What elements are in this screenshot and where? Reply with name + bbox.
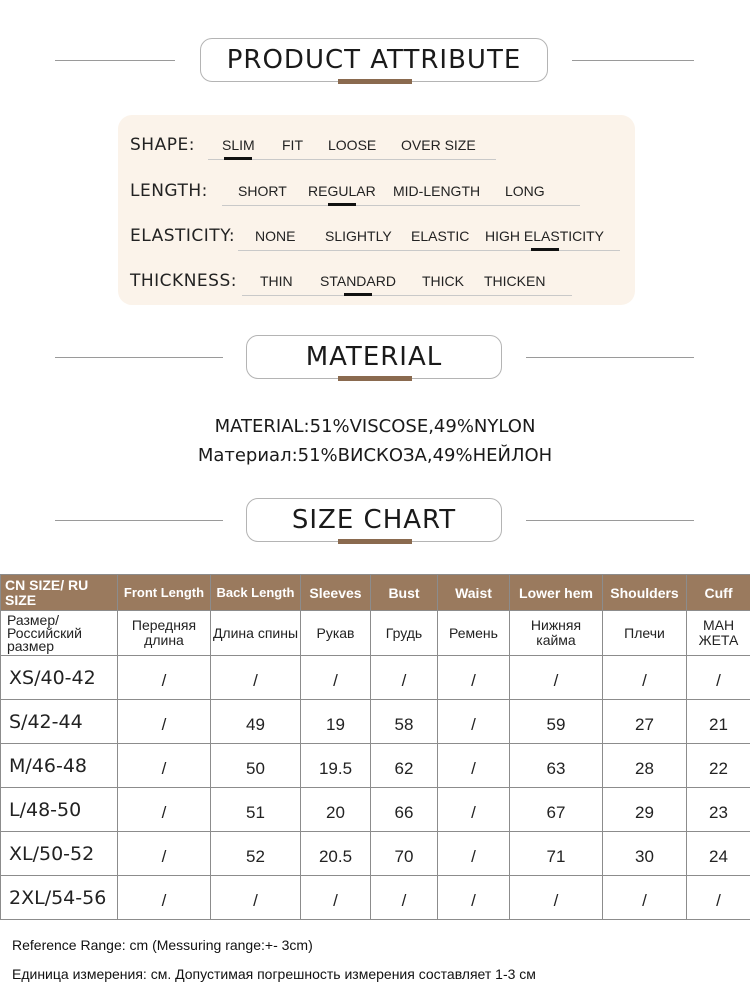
divider-right — [572, 60, 694, 61]
table-cell: / — [118, 700, 211, 744]
table-cell: / — [301, 876, 371, 920]
column-header: Sleeves — [301, 575, 371, 611]
attribute-option: THIN — [260, 273, 293, 289]
attribute-label: LENGTH: — [130, 181, 208, 201]
table-cell: / — [438, 744, 510, 788]
table-cell: / — [687, 656, 750, 700]
attribute-label: ELASTICITY: — [130, 226, 236, 246]
attribute-label: SHAPE: — [130, 135, 195, 155]
row-baseline — [222, 205, 580, 206]
table-row — [1, 788, 750, 832]
table-cell: 29 — [603, 788, 687, 832]
table-cell: / — [510, 876, 603, 920]
table-cell: 51 — [211, 788, 301, 832]
attribute-option: OVER SIZE — [401, 137, 476, 153]
material-text-ru: Материал:51%ВИСКОЗА,49%НЕЙЛОН — [197, 445, 553, 466]
column-header: Waist — [438, 575, 510, 611]
table-cell: 22 — [687, 744, 750, 788]
attribute-label: THICKNESS: — [130, 271, 237, 291]
attribute-option: MID-LENGTH — [393, 183, 481, 199]
attribute-section-title: PRODUCT ATTRIBUTE — [200, 38, 548, 82]
divider-right — [526, 357, 694, 358]
column-header: Lower hem — [510, 575, 603, 611]
column-header: Shoulders — [603, 575, 687, 611]
column-header-ru: Рукав — [301, 611, 371, 656]
attribute-option: LOOSE — [328, 137, 377, 153]
size-cell: M/46-48 — [1, 744, 118, 788]
attribute-row-thickness — [118, 259, 635, 299]
material-section-header — [0, 335, 750, 385]
table-cell: 67 — [510, 788, 603, 832]
table-cell: / — [211, 656, 301, 700]
column-header-ru: Длина спины — [211, 611, 301, 656]
column-header-ru: Грудь — [371, 611, 438, 656]
table-cell: 52 — [211, 832, 301, 876]
table-cell: / — [687, 876, 750, 920]
table-cell: 28 — [603, 744, 687, 788]
table-row — [1, 876, 750, 920]
attribute-option-selected: STANDARD — [320, 273, 396, 289]
table-row — [1, 656, 750, 700]
column-header-ru: МАН ЖЕТА — [687, 611, 750, 656]
table-cell: 49 — [211, 700, 301, 744]
column-header: Cuff — [687, 575, 750, 611]
table-row — [1, 744, 750, 788]
attribute-option: SHORT — [238, 183, 287, 199]
table-header-row — [1, 575, 750, 611]
table-cell: / — [510, 656, 603, 700]
attribute-panel — [118, 115, 635, 305]
material-text-en: MATERIAL:51%VISCOSE,49%NYLON — [214, 416, 536, 437]
table-cell: / — [371, 656, 438, 700]
table-cell: 23 — [687, 788, 750, 832]
table-cell: / — [603, 656, 687, 700]
table-cell: / — [118, 876, 211, 920]
table-cell: 19.5 — [301, 744, 371, 788]
divider-right — [526, 520, 694, 521]
attribute-option: THICKEN — [484, 273, 546, 289]
table-cell: 20 — [301, 788, 371, 832]
table-cell: / — [301, 656, 371, 700]
table-cell: 50 — [211, 744, 301, 788]
table-cell: 20.5 — [301, 832, 371, 876]
table-cell: 66 — [371, 788, 438, 832]
table-cell: / — [118, 744, 211, 788]
size-chart-table — [0, 574, 750, 920]
table-cell: / — [371, 876, 438, 920]
column-header-ru: Размер/ Российский размер — [1, 611, 118, 656]
attribute-row-length — [118, 169, 635, 209]
divider-left — [55, 60, 175, 61]
attribute-option: LONG — [505, 183, 545, 199]
column-header: CN SIZE/ RU SIZE — [1, 575, 118, 611]
size-cell: 2XL/54-56 — [1, 876, 118, 920]
table-cell: / — [211, 876, 301, 920]
attribute-option-selected: HIGH ELASTICITY — [485, 228, 605, 244]
attribute-row-shape — [118, 123, 635, 163]
size-cell: S/42-44 — [1, 700, 118, 744]
attribute-option: NONE — [255, 228, 296, 244]
table-cell: 58 — [371, 700, 438, 744]
table-cell: 59 — [510, 700, 603, 744]
table-cell: 19 — [301, 700, 371, 744]
title-accent-bar — [338, 79, 412, 84]
table-cell: / — [118, 788, 211, 832]
table-cell: / — [438, 832, 510, 876]
table-cell: 71 — [510, 832, 603, 876]
column-header-ru: Ремень — [438, 611, 510, 656]
table-header-row-ru — [1, 611, 750, 656]
attribute-option-selected: REGULAR — [308, 183, 376, 199]
title-accent-bar — [338, 539, 412, 544]
column-header-ru: Плечи — [603, 611, 687, 656]
table-row — [1, 832, 750, 876]
attribute-option-selected: SLIM — [222, 137, 255, 153]
title-accent-bar — [338, 376, 412, 381]
size-section-header — [0, 498, 750, 548]
table-cell: / — [603, 876, 687, 920]
table-cell: 62 — [371, 744, 438, 788]
divider-left — [55, 357, 223, 358]
attribute-row-elasticity — [118, 214, 635, 254]
table-cell: 63 — [510, 744, 603, 788]
table-cell: / — [118, 832, 211, 876]
column-header-ru: Нижняя кайма — [510, 611, 603, 656]
attribute-option: THICK — [422, 273, 464, 289]
table-cell: / — [438, 656, 510, 700]
reference-range-en: Reference Range: cm (Messuring range:+- 3cm) — [12, 937, 313, 953]
row-baseline — [242, 295, 572, 296]
column-header-ru: Передняя длина — [118, 611, 211, 656]
size-cell: L/48-50 — [1, 788, 118, 832]
table-cell: 70 — [371, 832, 438, 876]
material-section-title: MATERIAL — [246, 335, 502, 379]
table-cell: / — [118, 656, 211, 700]
attribute-section-header — [0, 38, 750, 88]
divider-left — [55, 520, 223, 521]
table-cell: / — [438, 788, 510, 832]
size-section-title: SIZE CHART — [246, 498, 502, 542]
size-cell: XL/50-52 — [1, 832, 118, 876]
table-row — [1, 700, 750, 744]
column-header: Back Length — [211, 575, 301, 611]
reference-range-ru: Единица измерения: см. Допустимая погрешность измерения составляет 1-3 см — [12, 966, 536, 982]
column-header: Bust — [371, 575, 438, 611]
size-cell: XS/40-42 — [1, 656, 118, 700]
table-cell: / — [438, 876, 510, 920]
attribute-option: ELASTIC — [411, 228, 470, 244]
attribute-option: FIT — [282, 137, 303, 153]
table-cell: 24 — [687, 832, 750, 876]
column-header: Front Length — [118, 575, 211, 611]
table-cell: 30 — [603, 832, 687, 876]
row-baseline — [238, 250, 620, 251]
attribute-option: SLIGHTLY — [325, 228, 392, 244]
table-cell: 21 — [687, 700, 750, 744]
table-cell: / — [438, 700, 510, 744]
table-cell: 27 — [603, 700, 687, 744]
